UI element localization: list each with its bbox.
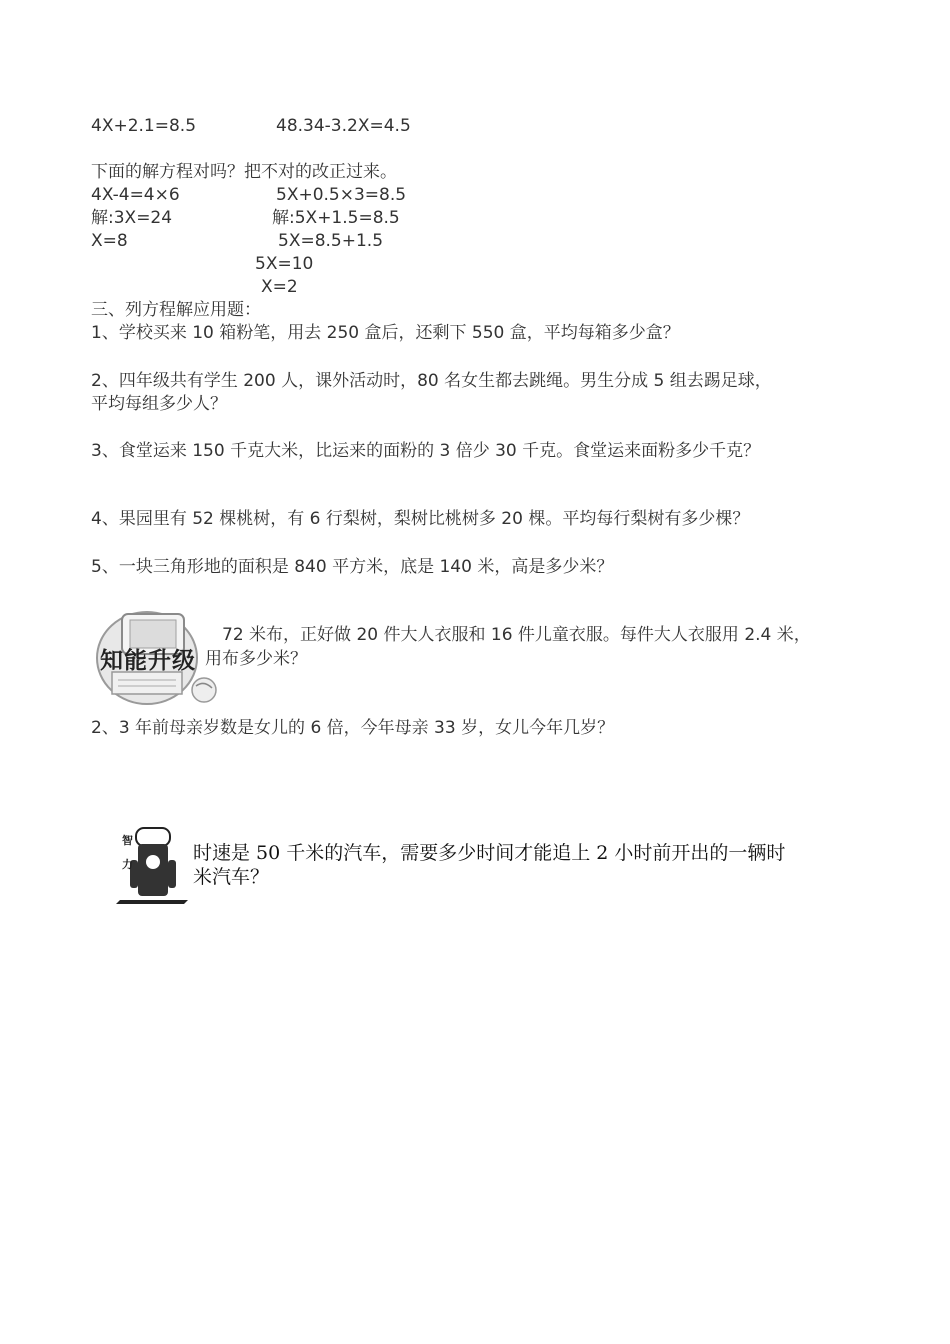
challenge-logo [108,822,194,906]
check-prompt: 下面的解方程对吗？把不对的改正过来。 [91,162,397,182]
equation-1: 4X+2.1=8.5 [91,116,197,136]
check-left-line-3: X=8 [91,231,128,251]
check-left-line-2: 解:3X=24 [91,208,173,228]
question-3: 3、食堂运来 150 千克大米，比运来的面粉的 3 倍少 30 千克。食堂运来面粉多少千克？ [91,441,761,461]
check-right-line-1: 5X+0.5×3=8.5 [276,185,407,205]
upgrade-logo [92,606,220,708]
question-5: 5、一块三角形地的面积是 840 平方米，底是 140 米，高是多少米？ [91,557,614,577]
upgrade-logo-text: 知能升级 [100,648,196,674]
section-3-heading: 三、列方程解应用题： [91,300,261,320]
question-1: 1、学校买来 10 箱粉笔，用去 250 盒后，还剩下 550 盒，平均每箱多少盒？ [91,323,680,343]
challenge-logo-char-1: 智 [122,834,133,847]
check-right-line-5: X=2 [261,277,298,297]
challenge-logo-graphic [108,822,194,906]
check-right-line-4: 5X=10 [255,254,314,274]
question-4: 4、果园里有 52 棵桃树，有 6 行梨树，梨树比桃树多 20 棵。平均每行梨树有多少棵？ [91,509,750,529]
check-right-line-3: 5X=8.5+1.5 [278,231,384,251]
upgrade-question-1-line-1: 72 米布，正好做 20 件大人衣服和 16 件儿童衣服。每件大人衣服用 2.4 米， [222,625,811,645]
check-right-line-2: 解:5X+1.5=8.5 [272,208,400,228]
check-left-line-1: 4X-4=4×6 [91,185,180,205]
upgrade-question-1-line-2: 用布多少米？ [205,649,307,669]
upgrade-question-2: 2、3 年前母亲岁数是女儿的 6 倍，今年母亲 33 岁，女儿今年几岁？ [91,718,615,738]
question-2-line-2: 平均每组多少人？ [91,394,227,414]
challenge-question-line-1: 时速是 50 千米的汽车，需要多少时间才能追上 2 小时前开出的一辆时 [193,842,786,864]
question-2-line-1: 2、四年级共有学生 200 人，课外活动时，80 名女生都去跳绳。男生分成 5 组去踢足球， [91,371,772,391]
equation-2: 48.34-3.2X=4.5 [276,116,411,136]
challenge-question-line-2: 米汽车？ [193,866,270,888]
challenge-logo-char-2: 力 [122,858,133,871]
